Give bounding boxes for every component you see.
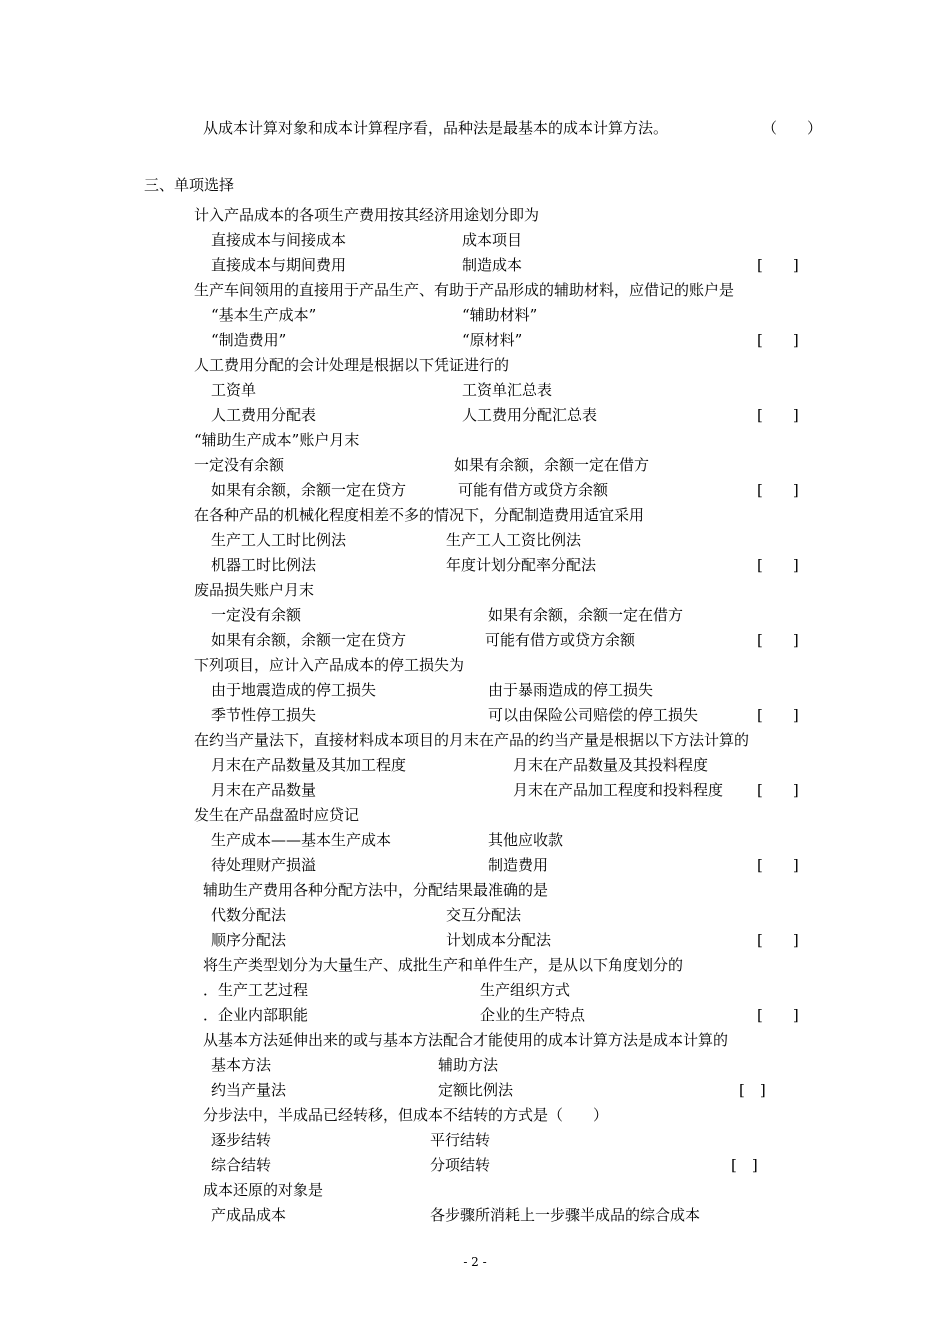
option-b: 如果有余额，余额一定在借方 [488, 606, 684, 624]
option-d: 人工费用分配汇总表 [462, 406, 598, 424]
question-stem: “辅助生产成本”账户月末 [194, 431, 360, 449]
option-d: 计划成本分配法 [446, 931, 552, 949]
option-b: 各步骤所消耗上一步骤半成品的综合成本 [430, 1206, 701, 1224]
option-a: 逐步结转 [211, 1131, 272, 1149]
option-d: 制造费用 [488, 856, 549, 874]
option-a: 一定没有余额 [211, 606, 302, 624]
option-c: 人工费用分配表 [211, 406, 317, 424]
question-stem: 人工费用分配的会计处理是根据以下凭证进行的 [194, 356, 510, 374]
answer-bracket: [ ] [757, 556, 799, 574]
option-a: 一定没有余额 [194, 456, 285, 474]
option-d: 年度计划分配率分配法 [446, 556, 597, 574]
option-b: 辅助方法 [438, 1056, 499, 1074]
answer-bracket: [ ] [757, 481, 799, 499]
intro-statement: 从成本计算对象和成本计算程序看，品种法是最基本的成本计算方法。 [203, 119, 669, 137]
option-d: 可能有借方或贷方余额 [458, 481, 609, 499]
option-b: 生产工人工资比例法 [446, 531, 582, 549]
answer-bracket: [ ] [757, 856, 799, 874]
answer-bracket: [ ] [757, 631, 799, 649]
option-d: 定额比例法 [438, 1081, 514, 1099]
question-stem: 分步法中，半成品已经转移，但成本不结转的方式是（ ） [203, 1106, 609, 1124]
page-number: - 2 - [463, 1255, 487, 1269]
question-stem: 在约当产量法下，直接材料成本项目的月末在产品的约当产量是根据以下方法计算的 [194, 731, 750, 749]
question-stem: 将生产类型划分为大量生产、成批生产和单件生产，是从以下角度划分的 [203, 956, 684, 974]
option-b: “辅助材料” [462, 306, 538, 324]
question-stem: 废品损失账户月末 [194, 581, 315, 599]
option-a: ．生产工艺过程 [203, 981, 309, 999]
option-a: 代数分配法 [211, 906, 287, 924]
option-a: “基本生产成本” [211, 306, 317, 324]
answer-bracket: [ ] [739, 1081, 766, 1099]
option-b: 如果有余额，余额一定在借方 [454, 456, 650, 474]
option-a: 直接成本与间接成本 [211, 231, 347, 249]
option-b: 其他应收款 [488, 831, 564, 849]
option-b: 由于暴雨造成的停工损失 [488, 681, 654, 699]
option-c: ．企业内部职能 [203, 1006, 309, 1024]
option-c: 季节性停工损失 [211, 706, 317, 724]
option-c: 月末在产品数量 [211, 781, 317, 799]
option-c: 约当产量法 [211, 1081, 287, 1099]
option-b: 成本项目 [462, 231, 523, 249]
question-stem: 在各种产品的机械化程度相差不多的情况下，分配制造费用适宜采用 [194, 506, 645, 524]
option-b: 工资单汇总表 [462, 381, 553, 399]
answer-bracket: [ ] [757, 256, 799, 274]
option-c: 机器工时比例法 [211, 556, 317, 574]
option-a: 生产成本——基本生产成本 [211, 831, 392, 849]
answer-bracket: [ ] [757, 331, 799, 349]
option-a: 产成品成本 [211, 1206, 287, 1224]
option-d: 可能有借方或贷方余额 [485, 631, 636, 649]
option-a: 生产工人工时比例法 [211, 531, 347, 549]
option-c: 直接成本与期间费用 [211, 256, 347, 274]
option-d: 月末在产品加工程度和投料程度 [513, 781, 724, 799]
option-d: 可以由保险公司赔偿的停工损失 [488, 706, 699, 724]
answer-bracket: [ ] [757, 1006, 799, 1024]
option-c: 综合结转 [211, 1156, 272, 1174]
question-stem: 生产车间领用的直接用于产品生产、有助于产品形成的辅助材料，应借记的账户是 [194, 281, 735, 299]
answer-paren: （ ） [762, 119, 823, 137]
option-a: 基本方法 [211, 1056, 272, 1074]
option-b: 生产组织方式 [480, 981, 571, 999]
answer-bracket: [ ] [757, 931, 799, 949]
option-c: 待处理财产损溢 [211, 856, 317, 874]
option-d: “原材料” [462, 331, 523, 349]
option-c: 如果有余额，余额一定在贷方 [211, 481, 407, 499]
question-stem: 成本还原的对象是 [203, 1181, 324, 1199]
section-title: 三、单项选择 [144, 176, 235, 194]
option-c: 顺序分配法 [211, 931, 287, 949]
question-stem: 发生在产品盘盈时应贷记 [194, 806, 360, 824]
option-d: 制造成本 [462, 256, 523, 274]
option-d: 分项结转 [430, 1156, 491, 1174]
option-a: 由于地震造成的停工损失 [211, 681, 377, 699]
option-b: 交互分配法 [446, 906, 522, 924]
question-stem: 从基本方法延伸出来的或与基本方法配合才能使用的成本计算方法是成本计算的 [203, 1031, 729, 1049]
option-d: 企业的生产特点 [480, 1006, 586, 1024]
option-a: 工资单 [211, 381, 257, 399]
option-b: 月末在产品数量及其投料程度 [513, 756, 709, 774]
answer-bracket: [ ] [757, 406, 799, 424]
answer-bracket: [ ] [757, 706, 799, 724]
answer-bracket: [ ] [757, 781, 799, 799]
question-stem: 辅助生产费用各种分配方法中，分配结果最准确的是 [203, 881, 549, 899]
answer-bracket: [ ] [731, 1156, 758, 1174]
question-stem: 计入产品成本的各项生产费用按其经济用途划分即为 [194, 206, 540, 224]
option-c: 如果有余额，余额一定在贷方 [211, 631, 407, 649]
option-b: 平行结转 [430, 1131, 491, 1149]
option-a: 月末在产品数量及其加工程度 [211, 756, 407, 774]
question-stem: 下列项目，应计入产品成本的停工损失为 [194, 656, 465, 674]
option-c: “制造费用” [211, 331, 287, 349]
